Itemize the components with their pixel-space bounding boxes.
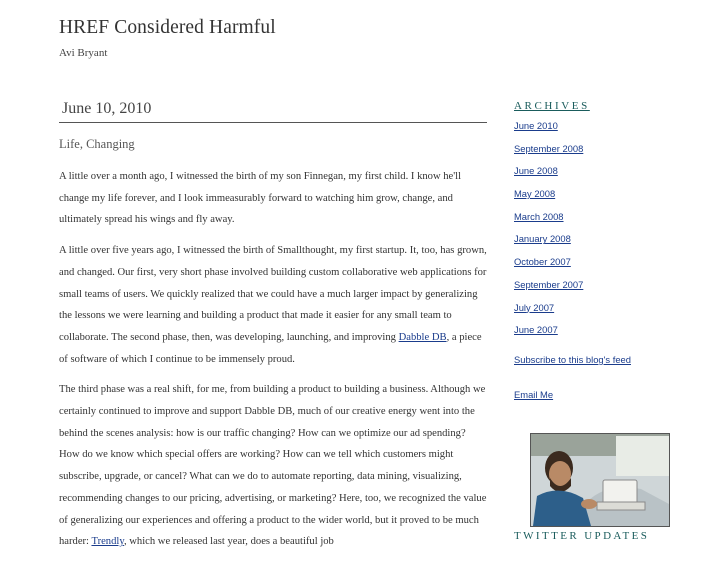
archive-link-march-2008[interactable]: March 2008 [514,210,564,222]
archive-item [514,143,714,166]
archive-item [514,256,714,279]
author-photo [530,433,670,527]
archive-link-june-2010[interactable]: June 2010 [514,120,558,131]
trendly-link[interactable]: Trendly [91,536,124,548]
archive-item [514,211,714,234]
main-content [59,100,487,562]
archive-item [514,324,714,347]
post-date: June 10, 2010 [59,100,487,123]
subscribe-feed-link[interactable]: Subscribe to this blog's feed [514,353,631,365]
archive-item [514,120,714,143]
author-photo-image [531,434,669,526]
post-title[interactable]: Life, Changing [59,137,135,151]
post-paragraph-1: A little over a month ago, I witnessed the birth of my son Finnegan, my first child. I know he'll change my life forever, and I look immeasurably forward to watching him grow, change, and ultimately spread his wings and fly away. [59,171,462,226]
post-paragraph-2-text: A little over five years ago, I witnessed the birth of Smallthought, my first startup. It, too, has grown, and changed. Our first, very short phase involved building custom collaborative web applications for small teams of users. We quickly realized that we could have a much larger impact by generalizing the lessons we were learning and building a product that made it easier for any small team to collaborate. The second phase, then, was developing, launching, and improving [59,245,487,343]
archive-item [514,302,714,325]
site-author: Avi Bryant [59,47,108,59]
archive-link-january-2008[interactable]: January 2008 [514,233,571,245]
archive-list [514,120,714,347]
site-header [59,17,276,59]
post-paragraph-3-tail: , which we released last year, does a beautiful job [123,536,334,548]
post-paragraph-3-text: The third phase was a real shift, for me, from building a product to building a business. Although we certainly continued to improve and support Dabble DB, much of our creative energy went into the behind the scenes analysis: how is our traffic changing? How can we optimize our ad spending? How do we know which special offers are working? How can we tell which customers might subscribe, upgrade, or cancel? What can we do to automate reporting, data mining, visualizing, recommending changes to our pricing, advertising, or marketing? Here, too, we recognized the value of generalizing our experiences and offering a product to the wider world, but it proved to be much harder: [59,384,487,548]
archive-link-july-2007[interactable]: July 2007 [514,301,555,313]
archive-link-may-2008[interactable]: May 2008 [514,188,556,200]
site-title[interactable]: HREF Considered Harmful [59,17,276,38]
archives-title: ARCHIVES [514,100,590,112]
archive-item [514,188,714,211]
twitter-updates-title: TWITTER UPDATES [514,530,650,542]
archive-item [514,165,714,188]
sidebar [514,100,714,542]
post-body [59,166,487,553]
archive-link-june-2007[interactable]: June 2007 [514,324,558,336]
dabble-db-link[interactable]: Dabble DB [398,331,447,343]
archive-item [514,233,714,256]
post-paragraph-3 [59,379,487,553]
archive-link-june-2008[interactable]: June 2008 [514,165,558,177]
post-paragraph-2 [59,240,487,370]
archive-item [514,279,714,302]
archive-link-september-2007[interactable]: September 2007 [514,278,584,290]
archive-link-october-2007[interactable]: October 2007 [514,256,571,268]
archive-link-september-2008[interactable]: September 2008 [514,142,584,154]
email-me-link[interactable]: Email Me [514,388,554,400]
post-paragraph-2-tail: , a piece of software of which I continue to be immensely proud. [59,331,482,365]
